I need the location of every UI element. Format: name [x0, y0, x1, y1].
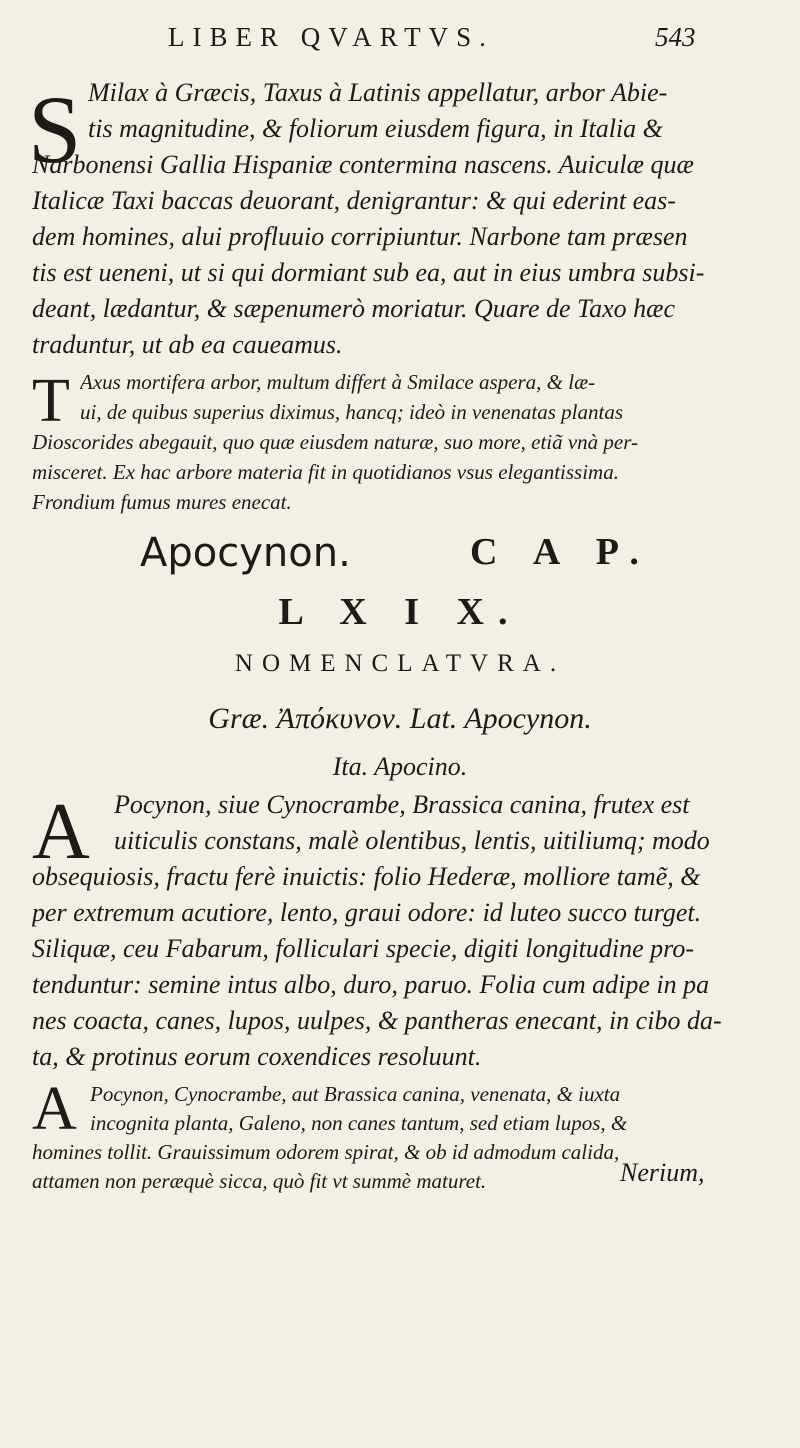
text-line: uiticulis constans, malè olentibus, lentis, uitiliumq; modo [114, 826, 710, 855]
chapter-heading [140, 530, 660, 590]
text-line: tis est ueneni, ut si qui dormiant sub ea, aut in eius umbra subsi- [32, 258, 705, 287]
text-line: deant, lædantur, & sæpenumerò moriatur. Quare de Taxo hæc [32, 294, 676, 323]
chapter-cap: C A P. [470, 531, 653, 573]
text-line: Pocynon, siue Cynocrambe, Brassica canina, frutex est [114, 790, 690, 819]
text-line: Dioscorides abegauit, quo quæ eiusdem naturæ, suo more, etiã vnà per- [32, 430, 638, 454]
text-line: ta, & protinus eorum coxendices resoluunt. [32, 1042, 482, 1071]
dropcap-t: T [32, 367, 70, 435]
text-line: per extremum acutiore, lento, graui odore: id luteo succo turget. [32, 898, 702, 927]
text-line: Milax à Græcis, Taxus à Latinis appellatur, arbor Abie- [88, 78, 668, 107]
text-line: obsequiosis, fractu ferè inuictis: folio Hederæ, molliore tamẽ, & [32, 862, 701, 891]
text-line: Narbonensi Gallia Hispaniæ contermina nascens. Auiculæ quæ [32, 150, 694, 179]
text-line: traduntur, ut ab ea caueamus. [32, 330, 343, 359]
text-line: nes coacta, canes, lupos, uulpes, & pantheras enecant, in cibo da- [32, 1006, 722, 1035]
text-line: dem homines, alui profluuio corripiuntur. Narbone tam præsen [32, 222, 688, 251]
text-line: Axus mortifera arbor, multum differt à Smilace aspera, & læ- [80, 370, 596, 394]
dropcap-a-commentary: A [32, 1075, 77, 1143]
text-line: ui, de quibus superius diximus, hancq; ideò in venenatas plantas [80, 400, 624, 424]
text-line: Italicæ Taxi baccas deuorant, denigrantur: & qui ederint eas- [32, 186, 676, 215]
text-line: homines tollit. Grauissimum odorem spirat, & ob id admodum calida, [32, 1140, 620, 1164]
page-header [0, 22, 800, 66]
text-line: attamen non peræquè sicca, quò fit vt summè maturet. [32, 1169, 487, 1193]
dropcap-a: A [32, 788, 90, 876]
text-line: tenduntur: semine intus albo, duro, paruo. Folia cum adipe in pa [32, 970, 710, 999]
running-title: LIBER QVARTVS. [168, 22, 494, 52]
nomenclatura-names: Græ. Ἀπόκυνον. Lat. Apocynon. [208, 702, 592, 735]
text-line: tis magnitudine, & foliorum eiusdem figura, in Italia & [88, 114, 663, 143]
chapter-title: Apocynon. [140, 530, 351, 576]
catchword: Nerium, [620, 1158, 705, 1187]
nomenclatura-heading: NOMENCLATVRA. [234, 650, 566, 677]
chapter-number: L X I X. [278, 591, 522, 633]
text-line: incognita planta, Galeno, non canes tantum, sed etiam lupos, & [90, 1111, 628, 1135]
dropcap-s: S [28, 76, 82, 183]
page-number: 543 [655, 22, 696, 52]
text-line: misceret. Ex hac arbore materia fit in quotidianos vsus elegantissima. [32, 460, 619, 484]
nomenclatura-italian: Ita. Apocino. [332, 752, 468, 781]
text-line: Frondium fumus mures enecat. [32, 490, 292, 514]
text-line: Siliquæ, ceu Fabarum, folliculari specie, digiti longitudine pro- [32, 934, 694, 963]
text-line: Pocynon, Cynocrambe, aut Brassica canina, venenata, & iuxta [90, 1082, 621, 1106]
